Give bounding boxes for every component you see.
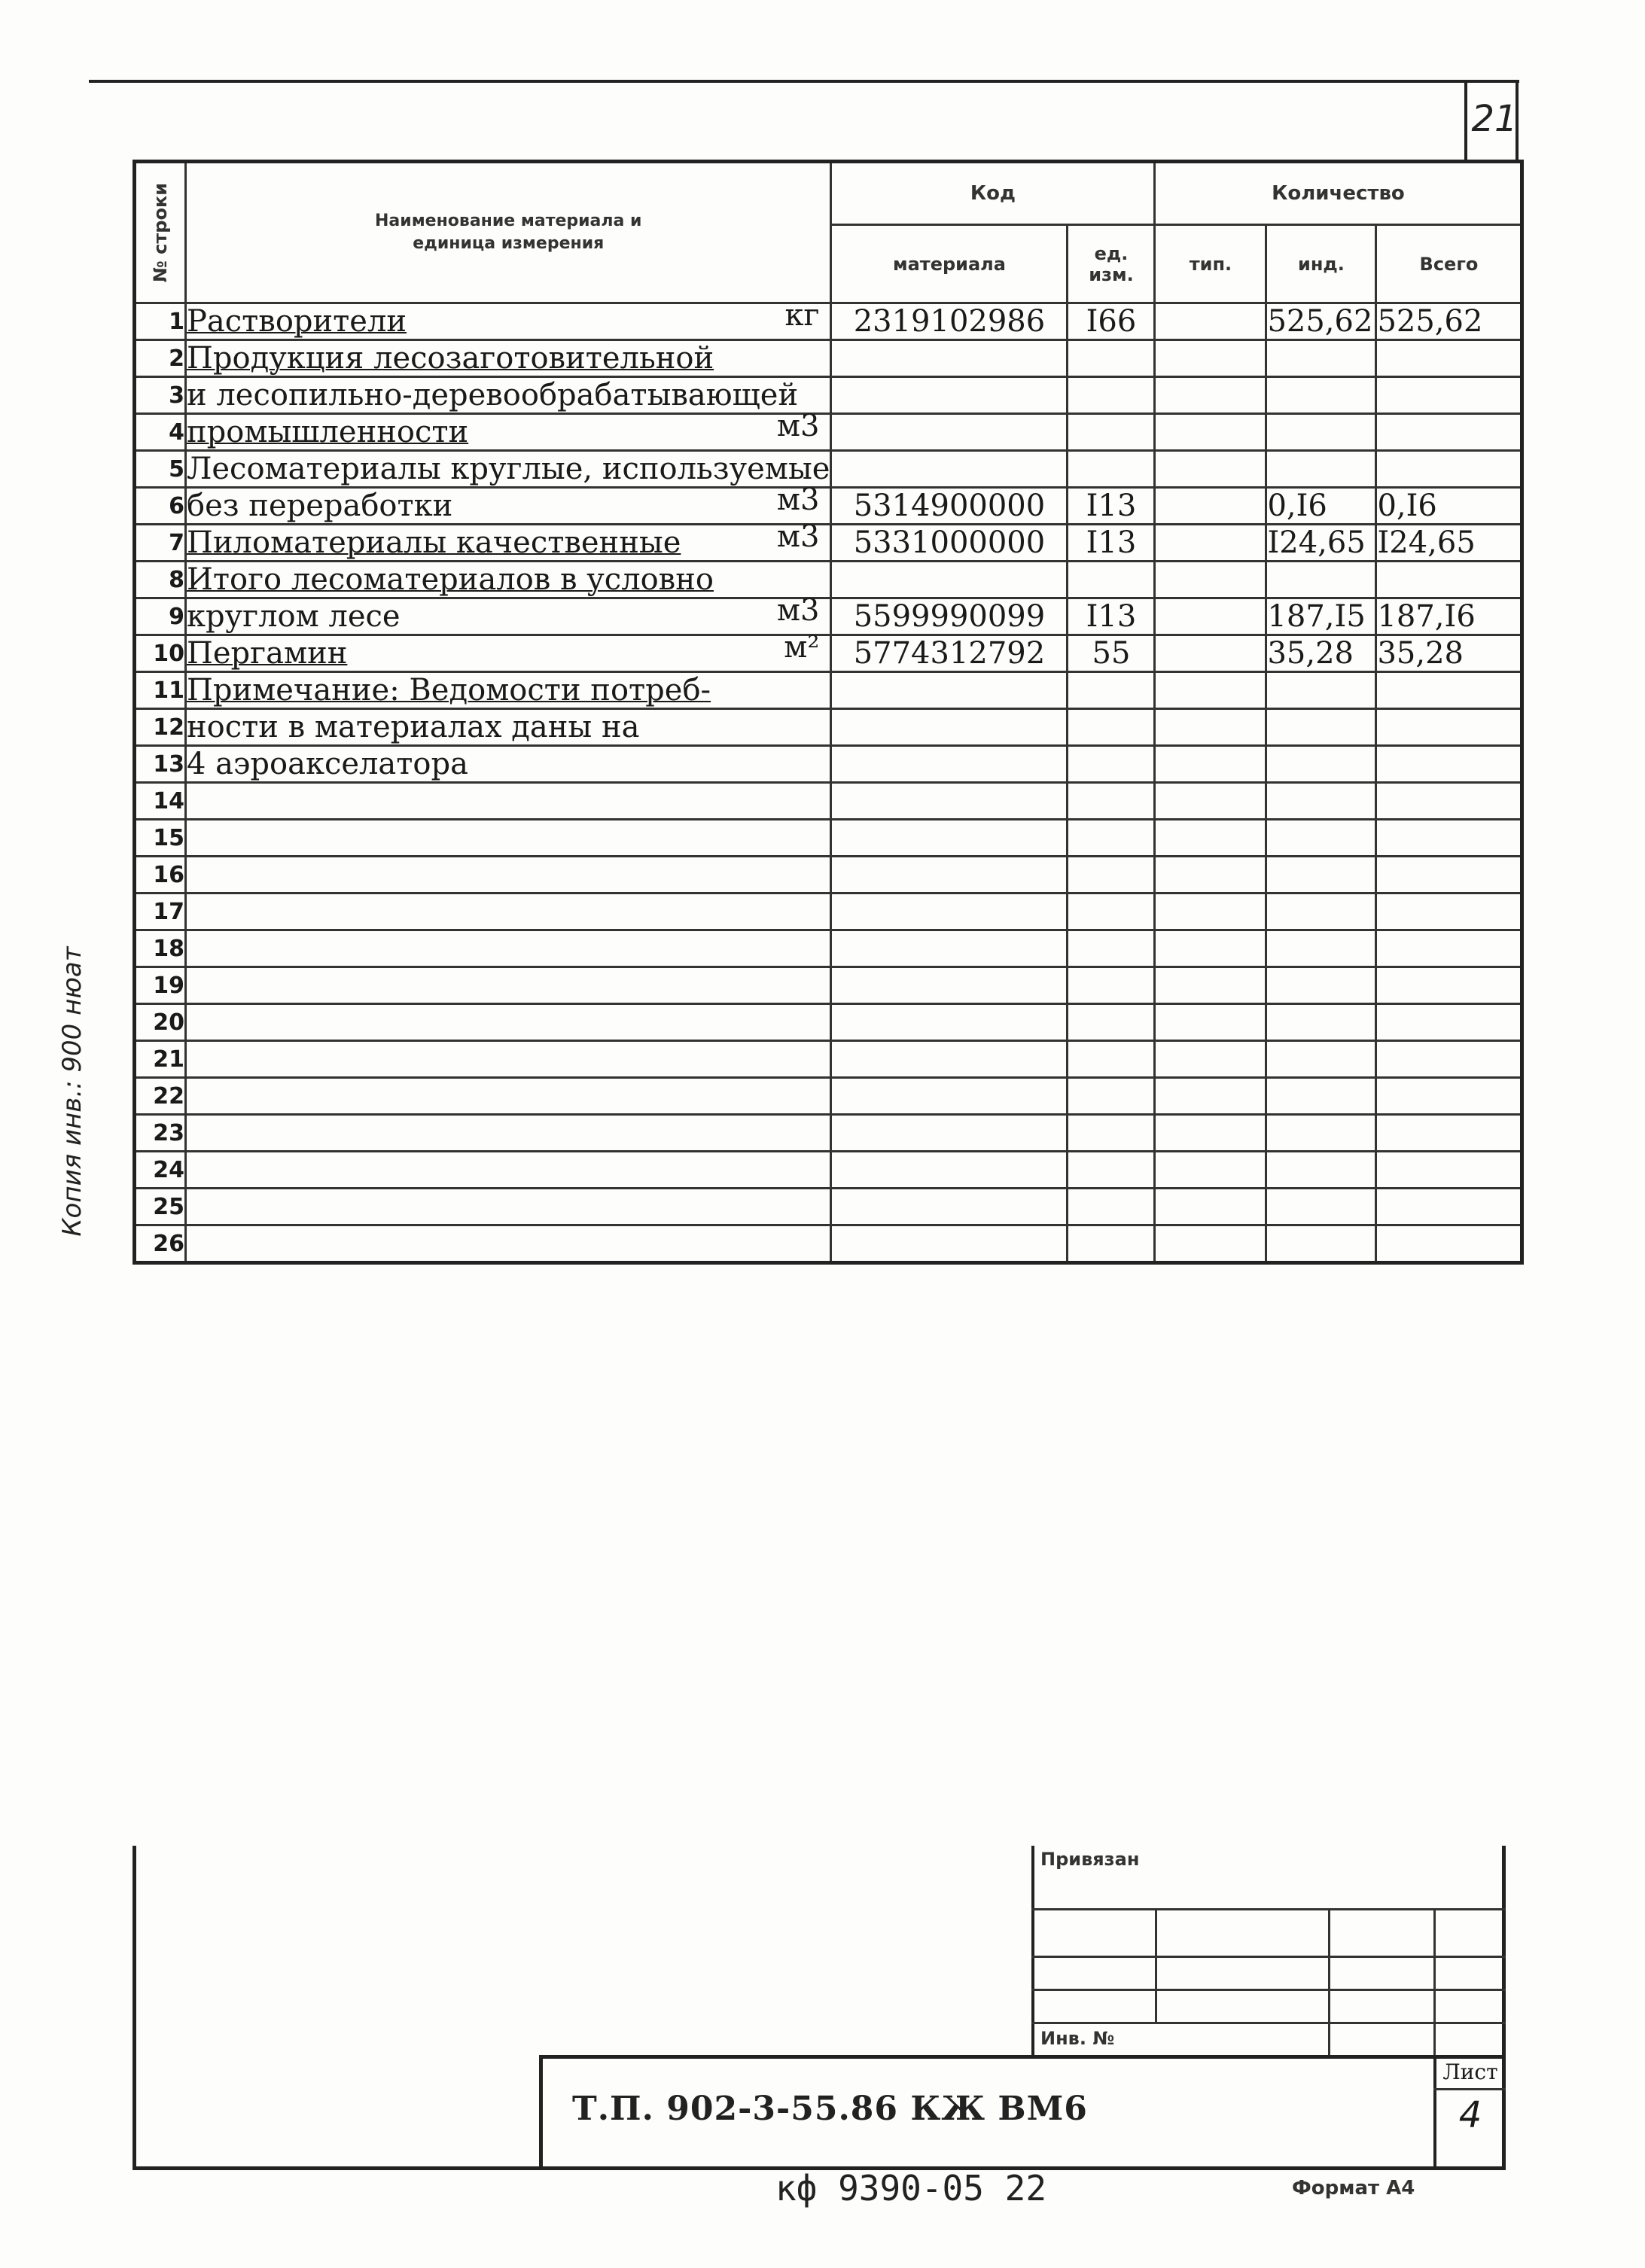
material-name <box>186 672 831 709</box>
qty-typ <box>1155 1115 1266 1152</box>
table-row <box>135 340 1522 377</box>
material-code: 5774312792 <box>831 635 1068 672</box>
qty-ind <box>1266 709 1376 746</box>
material-name <box>186 894 831 930</box>
qty-typ <box>1155 1225 1266 1263</box>
qty-ind <box>1266 377 1376 414</box>
table-row <box>135 1004 1522 1041</box>
material-name-text: 4 аэроакселатора <box>187 747 468 781</box>
qty-total <box>1376 562 1522 598</box>
qty-ind <box>1266 451 1376 488</box>
row-number: 20 <box>135 1004 186 1041</box>
qty-ind: I24,65 <box>1266 525 1376 562</box>
material-name-text: Пиломатериалы качественные <box>187 525 681 560</box>
row-number: 19 <box>135 967 186 1004</box>
material-unit: м3 <box>776 483 820 517</box>
qty-ind <box>1266 894 1376 930</box>
sheet-label: Лист <box>1442 2059 1498 2084</box>
document-code: Т.П. 902-3-55.86 КЖ ВМ6 <box>572 2090 1088 2128</box>
unit-code <box>1068 1189 1155 1225</box>
material-name <box>186 783 831 820</box>
table-row <box>135 1115 1522 1152</box>
unit-code <box>1068 1225 1155 1263</box>
qty-typ <box>1155 746 1266 783</box>
row-number: 26 <box>135 1225 186 1263</box>
row-number: 1 <box>135 303 186 340</box>
qty-ind <box>1266 1152 1376 1189</box>
qty-typ <box>1155 414 1266 451</box>
qty-ind <box>1266 746 1376 783</box>
qty-ind <box>1266 1115 1376 1152</box>
qty-total <box>1376 783 1522 820</box>
qty-typ <box>1155 783 1266 820</box>
table-row <box>135 672 1522 709</box>
top-rule <box>89 80 1519 83</box>
material-code <box>831 340 1068 377</box>
material-name <box>186 340 831 377</box>
qty-typ <box>1155 598 1266 635</box>
material-name <box>186 1152 831 1189</box>
unit-code <box>1068 1115 1155 1152</box>
qty-total <box>1376 1041 1522 1078</box>
qty-ind <box>1266 967 1376 1004</box>
material-name <box>186 967 831 1004</box>
unit-code: I13 <box>1068 525 1155 562</box>
qty-total <box>1376 1115 1522 1152</box>
qty-total <box>1376 1152 1522 1189</box>
qty-ind: 35,28 <box>1266 635 1376 672</box>
material-name <box>186 593 831 635</box>
qty-ind <box>1266 340 1376 377</box>
qty-total <box>1376 857 1522 894</box>
qty-typ <box>1155 488 1266 525</box>
material-unit: м3 <box>776 409 820 443</box>
unit-code <box>1068 377 1155 414</box>
material-unit: м3 <box>776 519 820 554</box>
material-name <box>186 451 831 488</box>
table-row <box>135 1078 1522 1115</box>
header-row-1 <box>135 162 1522 225</box>
qty-ind <box>1266 672 1376 709</box>
qty-typ <box>1155 635 1266 672</box>
material-name-text: Примечание: Ведомости потреб- <box>187 673 711 708</box>
qty-typ <box>1155 525 1266 562</box>
qty-ind <box>1266 1004 1376 1041</box>
material-unit: кг <box>784 298 820 333</box>
material-name <box>186 1078 831 1115</box>
material-name-text: круглом лесе <box>187 599 401 634</box>
material-name-text: Растворители <box>187 304 407 339</box>
material-name-text: Продукция лесозаготовительной <box>187 341 714 376</box>
header-qty-ind: инд. <box>1266 225 1376 303</box>
sheet-box-divider <box>1433 2088 1506 2090</box>
row-number: 23 <box>135 1115 186 1152</box>
material-name <box>186 1004 831 1041</box>
row-number: 14 <box>135 783 186 820</box>
unit-code <box>1068 783 1155 820</box>
material-code <box>831 414 1068 451</box>
qty-total <box>1376 1225 1522 1263</box>
table-row <box>135 525 1522 562</box>
unit-code <box>1068 414 1155 451</box>
material-name <box>186 409 831 451</box>
qty-typ <box>1155 340 1266 377</box>
material-name <box>186 820 831 857</box>
unit-code: I66 <box>1068 303 1155 340</box>
material-code <box>831 894 1068 930</box>
table-row <box>135 562 1522 598</box>
unit-code <box>1068 1152 1155 1189</box>
material-code <box>831 562 1068 598</box>
linked-vline-2 <box>1328 1908 1330 2055</box>
material-name-text: промышленности <box>187 415 469 449</box>
qty-ind <box>1266 1225 1376 1263</box>
header-qty-total: Всего <box>1376 225 1522 303</box>
row-number: 7 <box>135 525 186 562</box>
qty-ind: 0,I6 <box>1266 488 1376 525</box>
qty-typ <box>1155 930 1266 967</box>
sheet-number: 21 <box>1471 98 1518 140</box>
table-row <box>135 598 1522 635</box>
qty-typ <box>1155 303 1266 340</box>
qty-total <box>1376 894 1522 930</box>
side-note-text: Копия инв.: 900 нюат <box>57 946 87 1237</box>
material-code <box>831 451 1068 488</box>
qty-total: 187,I6 <box>1376 598 1522 635</box>
table-row <box>135 1041 1522 1078</box>
qty-typ <box>1155 1004 1266 1041</box>
materials-table-wrap <box>133 160 1524 1265</box>
qty-total: 0,I6 <box>1376 488 1522 525</box>
qty-ind <box>1266 562 1376 598</box>
table-row <box>135 451 1522 488</box>
header-code-unit <box>1068 225 1155 303</box>
material-code <box>831 1078 1068 1115</box>
row-number: 21 <box>135 1041 186 1078</box>
qty-ind <box>1266 1078 1376 1115</box>
material-name <box>186 1041 831 1078</box>
header-qty-group: Количество <box>1155 162 1522 225</box>
table-row <box>135 894 1522 930</box>
qty-total <box>1376 1078 1522 1115</box>
inventory-label: Инв. № <box>1040 2028 1115 2049</box>
row-number: 4 <box>135 414 186 451</box>
qty-ind <box>1266 783 1376 820</box>
material-code: 5331000000 <box>831 525 1068 562</box>
qty-typ <box>1155 894 1266 930</box>
material-code <box>831 1041 1068 1078</box>
header-code-material: материала <box>831 225 1068 303</box>
qty-typ <box>1155 562 1266 598</box>
qty-typ <box>1155 967 1266 1004</box>
qty-typ <box>1155 672 1266 709</box>
header-code-group: Код <box>831 162 1155 225</box>
row-number: 13 <box>135 746 186 783</box>
material-name <box>186 298 831 340</box>
material-code <box>831 377 1068 414</box>
qty-total: 525,62 <box>1376 303 1522 340</box>
qty-total <box>1376 709 1522 746</box>
material-unit: м² <box>784 630 820 665</box>
table-row <box>135 746 1522 783</box>
archive-code: кф 9390-05 22 <box>775 2168 1047 2209</box>
qty-typ <box>1155 1078 1266 1115</box>
qty-ind: 525,62 <box>1266 303 1376 340</box>
qty-ind <box>1266 1041 1376 1078</box>
table-row <box>135 857 1522 894</box>
unit-code <box>1068 1078 1155 1115</box>
material-name <box>186 1115 831 1152</box>
unit-code <box>1068 451 1155 488</box>
linked-vline-3 <box>1433 1908 1436 2055</box>
row-number: 12 <box>135 709 186 746</box>
header-row-no-text: № строки <box>150 182 171 283</box>
unit-code <box>1068 820 1155 857</box>
unit-code <box>1068 930 1155 967</box>
unit-code: I13 <box>1068 598 1155 635</box>
qty-total <box>1376 930 1522 967</box>
material-name <box>186 746 831 783</box>
unit-code <box>1068 709 1155 746</box>
row-number: 15 <box>135 820 186 857</box>
unit-code <box>1068 1004 1155 1041</box>
unit-code <box>1068 857 1155 894</box>
material-name <box>186 562 831 598</box>
material-name <box>186 1225 831 1263</box>
material-name-text: Итого лесоматериалов в условно <box>187 562 714 597</box>
qty-typ <box>1155 377 1266 414</box>
material-name-text: без переработки <box>187 489 453 523</box>
material-code <box>831 783 1068 820</box>
linked-label: Привязан <box>1040 1849 1140 1870</box>
row-number: 5 <box>135 451 186 488</box>
material-code <box>831 709 1068 746</box>
table-row <box>135 414 1522 451</box>
header-qty-typ: тип. <box>1155 225 1266 303</box>
qty-typ <box>1155 1041 1266 1078</box>
material-code <box>831 1152 1068 1189</box>
row-number: 6 <box>135 488 186 525</box>
row-number: 17 <box>135 894 186 930</box>
unit-code <box>1068 562 1155 598</box>
header-row-no <box>135 162 186 303</box>
material-name <box>186 483 831 525</box>
qty-ind <box>1266 820 1376 857</box>
material-name <box>186 709 831 746</box>
row-number: 18 <box>135 930 186 967</box>
unit-code: 55 <box>1068 635 1155 672</box>
qty-total <box>1376 1004 1522 1041</box>
qty-typ <box>1155 709 1266 746</box>
unit-code <box>1068 967 1155 1004</box>
row-number: 9 <box>135 598 186 635</box>
table-row <box>135 635 1522 672</box>
table-row <box>135 377 1522 414</box>
qty-total <box>1376 672 1522 709</box>
material-name <box>186 519 831 562</box>
row-number: 22 <box>135 1078 186 1115</box>
qty-ind <box>1266 857 1376 894</box>
material-code: 2319102986 <box>831 303 1068 340</box>
row-number: 10 <box>135 635 186 672</box>
row-number: 3 <box>135 377 186 414</box>
material-name <box>186 857 831 894</box>
material-code <box>831 746 1068 783</box>
material-code <box>831 1115 1068 1152</box>
material-name-text: и лесопильно-деревообрабатывающей <box>187 378 799 413</box>
material-code: 5314900000 <box>831 488 1068 525</box>
material-name <box>186 630 831 672</box>
table-row <box>135 709 1522 746</box>
row-number: 24 <box>135 1152 186 1189</box>
material-code <box>831 672 1068 709</box>
qty-total: 35,28 <box>1376 635 1522 672</box>
unit-code: I13 <box>1068 488 1155 525</box>
material-name <box>186 1189 831 1225</box>
material-code <box>831 1004 1068 1041</box>
qty-ind <box>1266 930 1376 967</box>
table-row <box>135 967 1522 1004</box>
qty-typ <box>1155 1152 1266 1189</box>
qty-total <box>1376 1189 1522 1225</box>
qty-ind <box>1266 1189 1376 1225</box>
header-name <box>186 162 831 303</box>
qty-total <box>1376 340 1522 377</box>
qty-typ <box>1155 451 1266 488</box>
qty-total <box>1376 967 1522 1004</box>
material-name <box>186 930 831 967</box>
row-number: 2 <box>135 340 186 377</box>
materials-table-body <box>135 298 1522 1263</box>
material-name-text: Пергамин <box>187 636 348 671</box>
material-code: 5599990099 <box>831 598 1068 635</box>
unit-code <box>1068 1041 1155 1078</box>
qty-typ <box>1155 1189 1266 1225</box>
material-code <box>831 930 1068 967</box>
qty-total <box>1376 414 1522 451</box>
header-code-unit-text: ед. изм. <box>1089 242 1134 285</box>
unit-code <box>1068 894 1155 930</box>
material-code <box>831 1189 1068 1225</box>
material-code <box>831 857 1068 894</box>
unit-code <box>1068 340 1155 377</box>
table-row <box>135 303 1522 340</box>
row-number: 25 <box>135 1189 186 1225</box>
material-name <box>186 377 831 414</box>
table-row <box>135 1225 1522 1263</box>
qty-total <box>1376 820 1522 857</box>
row-number: 16 <box>135 857 186 894</box>
material-name-text: ности в материалах даны на <box>187 710 640 744</box>
qty-total: I24,65 <box>1376 525 1522 562</box>
material-unit: м3 <box>776 593 820 628</box>
qty-typ <box>1155 857 1266 894</box>
material-code <box>831 967 1068 1004</box>
table-row <box>135 1189 1522 1225</box>
material-code <box>831 1225 1068 1263</box>
table-row <box>135 930 1522 967</box>
format-label: Формат А4 <box>1292 2177 1415 2200</box>
material-name-text: Лесоматериалы круглые, используемые <box>187 452 830 486</box>
qty-total <box>1376 451 1522 488</box>
materials-table <box>133 160 1524 1265</box>
row-number: 8 <box>135 562 186 598</box>
linked-vline-1 <box>1155 1908 1157 2022</box>
table-row <box>135 820 1522 857</box>
header-name-text: Наименование материала и единица измерения <box>375 212 642 253</box>
table-row <box>135 1152 1522 1189</box>
material-code <box>831 820 1068 857</box>
unit-code <box>1068 672 1155 709</box>
qty-ind <box>1266 414 1376 451</box>
table-row <box>135 488 1522 525</box>
row-number: 11 <box>135 672 186 709</box>
qty-typ <box>1155 820 1266 857</box>
qty-total <box>1376 746 1522 783</box>
unit-code <box>1068 746 1155 783</box>
qty-ind: 187,I5 <box>1266 598 1376 635</box>
qty-total <box>1376 377 1522 414</box>
sheet-value: 4 <box>1458 2094 1482 2136</box>
table-row <box>135 783 1522 820</box>
